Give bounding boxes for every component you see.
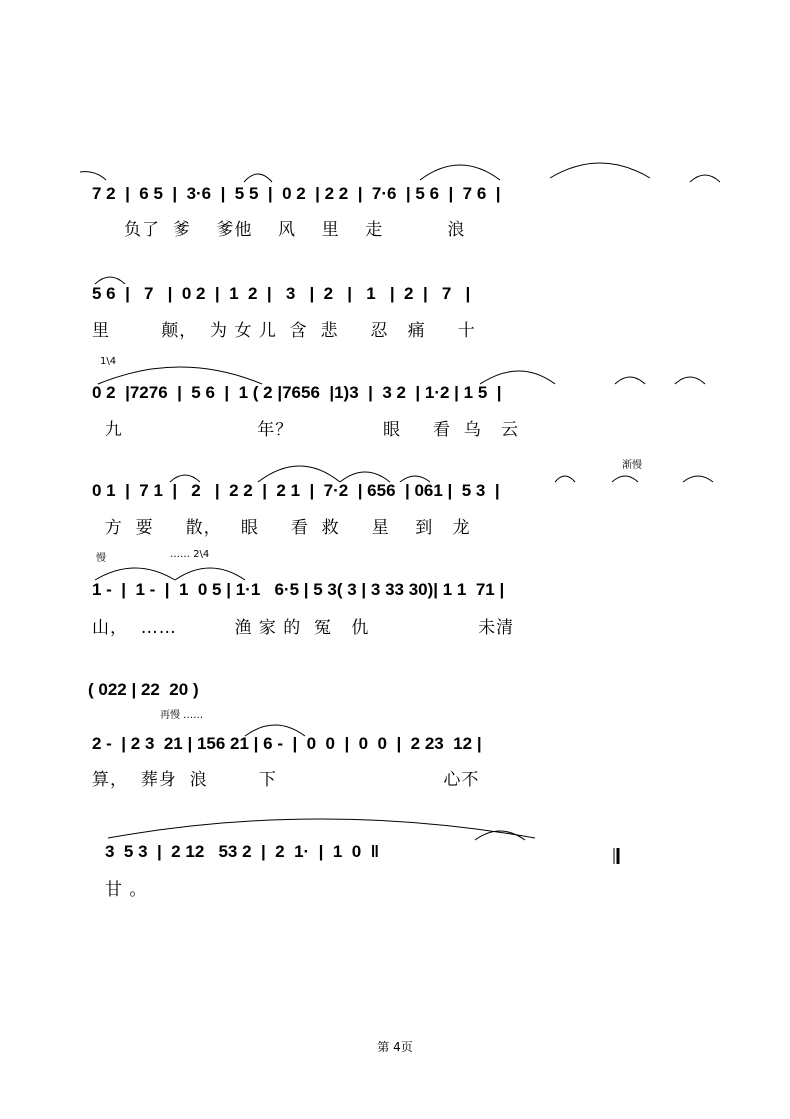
tempo-mark-man: 慢 xyxy=(96,553,106,564)
slur-7 xyxy=(98,367,262,384)
notation-line-5: 1 - | 1 - | 1 0 5 | 1·1 6·5 | 5 3( 3 | 3 33 30)| 1 1 71 | xyxy=(92,580,505,599)
slur-9 xyxy=(615,377,645,384)
notation-prefix-line-6: ( 022 | 22 20 ) xyxy=(88,680,199,699)
slur-18 xyxy=(95,568,175,580)
slur-11 xyxy=(170,475,200,482)
slur-12 xyxy=(258,466,340,482)
lyrics-line-6: 算， 葬身 浪 下 心不 xyxy=(92,770,480,790)
tempo-mark-zaiman: 再慢 …… xyxy=(160,710,204,721)
notation-line-4: 0 1 | 7 1 | 2 | 2 2 | 2 1 | 7·2 | 656 | 061 | 5 3 | xyxy=(92,481,500,500)
slur-21 xyxy=(108,819,535,838)
lyrics-line-7: 甘 。 xyxy=(105,880,148,900)
tempo-mark-jianman: 渐慢 xyxy=(622,460,642,471)
slur-16 xyxy=(612,476,638,482)
page-number: 第 4页 xyxy=(377,1040,413,1054)
lyrics-line-4: 方 要 散， 眼 看 救 星 到 龙 xyxy=(92,518,471,538)
slur-10 xyxy=(675,377,705,384)
lyrics-line-3: 九 年？ 眼 看 乌 云 xyxy=(92,420,519,440)
slur-2 xyxy=(244,174,272,182)
slur-20 xyxy=(245,725,305,736)
slur-4 xyxy=(550,163,650,178)
notation-line-3: 0 2 |7276 | 5 6 | 1 ( 2 |7656 |1)3 | 3 2 | 1·2 | 1 5 | xyxy=(92,383,502,402)
notation-line-2: 5 6 | 7 | 0 2 | 1 2 | 3 | 2 | 1 | 2 | 7 | xyxy=(92,284,471,303)
meter-mark-1-4: 1\4 xyxy=(100,356,117,367)
slur-19 xyxy=(175,568,245,580)
slur-8 xyxy=(480,371,555,384)
lyrics-line-2: 里 颠， 为 女 儿 含 悲 忍 痛 十 xyxy=(92,321,476,341)
slur-13 xyxy=(340,472,390,482)
lyrics-line-1: 负了 爹 爹他 风 里 走 浪 xyxy=(92,220,466,240)
lyrics-line-5: 山， …… 渔 家 的 冤 仇 未清 xyxy=(92,618,515,638)
slur-5 xyxy=(690,175,720,182)
slur-15 xyxy=(555,476,575,482)
slur-14 xyxy=(400,476,430,482)
notation-line-1: 7 2 | 6 5 | 3·6 | 5 5 | 0 2 | 2 2 | 7·6 | 5 6 | 7 6 | xyxy=(92,184,501,203)
meter-mark-2-4: …… 2\4 xyxy=(170,549,210,560)
slur-3 xyxy=(420,165,500,180)
notation-line-6: 2 - | 2 3 21 | 156 21 | 6 - | 0 0 | 0 0 | 2 23 12 | xyxy=(92,734,482,753)
slur-17 xyxy=(683,476,713,482)
notation-line-7: 3 5 3 | 2 12 53 2 | 2 1· | 1 0 ‖ xyxy=(105,842,380,861)
slur-6 xyxy=(95,277,125,284)
slur-1 xyxy=(80,172,106,180)
